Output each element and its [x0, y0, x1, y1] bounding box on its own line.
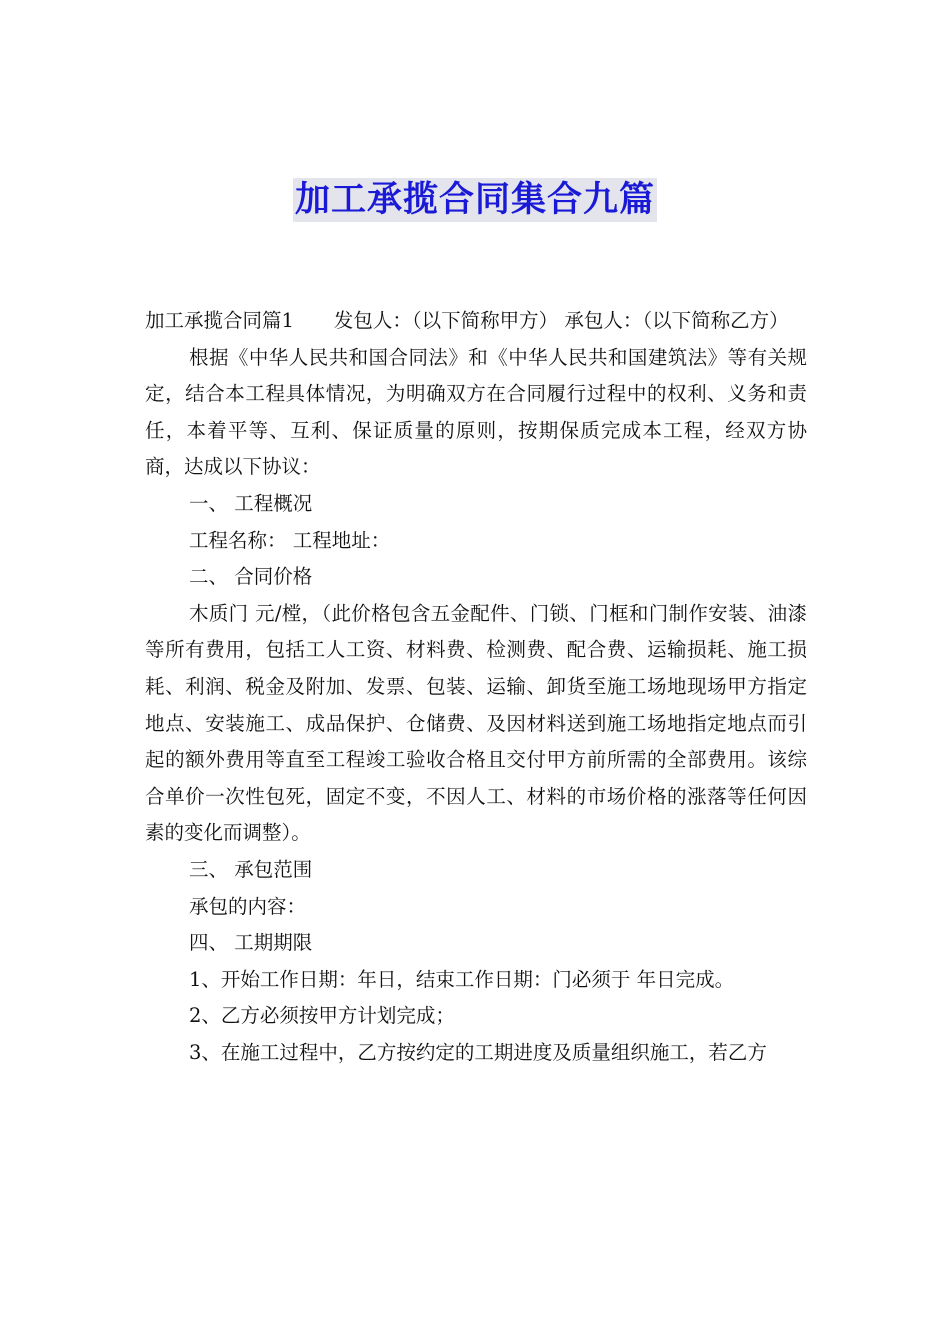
scope-content: 承包的内容： — [189, 894, 307, 918]
list-item-2: 2、乙方必须按甲方计划完成； — [189, 1004, 455, 1028]
paragraph-price: 木质门 元/樘，（此价格包含五金配件、门锁、门框和门制作安装、油漆等所有费用，包括工人工资、材料费、检测费、配合费、运输损耗、施工损耗、利润、税金及附加、发票、包装、运输、卸货至施工场地现场甲方指定地点、安装施工、成品保护、仓储费、及因材料送到施工场地指定地点而引起的额外费用等直至工程竣工验收合格且交付甲方前所需的全部费用。该综合单价一次性包死，固定不变，不因人工、材料的市场价格的涨落等任何因素的变化而调整）。 — [145, 601, 807, 845]
intro-heading: 加工承揽合同篇1 — [145, 309, 294, 332]
section-heading-2: 二、 合同价格 — [189, 565, 313, 589]
list-item-3: 3、在施工过程中，乙方按约定的工期进度及质量组织施工，若乙方 — [189, 1040, 767, 1064]
section-heading-3: 三、 承包范围 — [189, 857, 313, 881]
title-container — [0, 178, 950, 222]
document-body — [145, 303, 807, 1071]
document-title: 加工承揽合同集合九篇 — [294, 180, 655, 220]
list-item-1: 1、开始工作日期：年日，结束工作日期：门必须于 年日完成。 — [189, 967, 735, 991]
intro-line — [145, 303, 807, 340]
section-heading-4: 四、 工期期限 — [189, 931, 313, 955]
intro-text: 发包人：（以下简称甲方） 承包人：（以下简称乙方） — [333, 309, 789, 332]
paragraph-preamble: 根据《中华人民共和国合同法》和《中华人民共和国建筑法》等有关规定，结合本工程具体情况，为明确双方在合同履行过程中的权利、义务和责任，本着平等、互利、保证质量的原则，按期保质完成本工程，经双方协商，达成以下协议： — [145, 345, 807, 479]
section-heading-1: 一、 工程概况 — [189, 491, 313, 515]
project-name-address: 工程名称： 工程地址： — [189, 528, 391, 552]
